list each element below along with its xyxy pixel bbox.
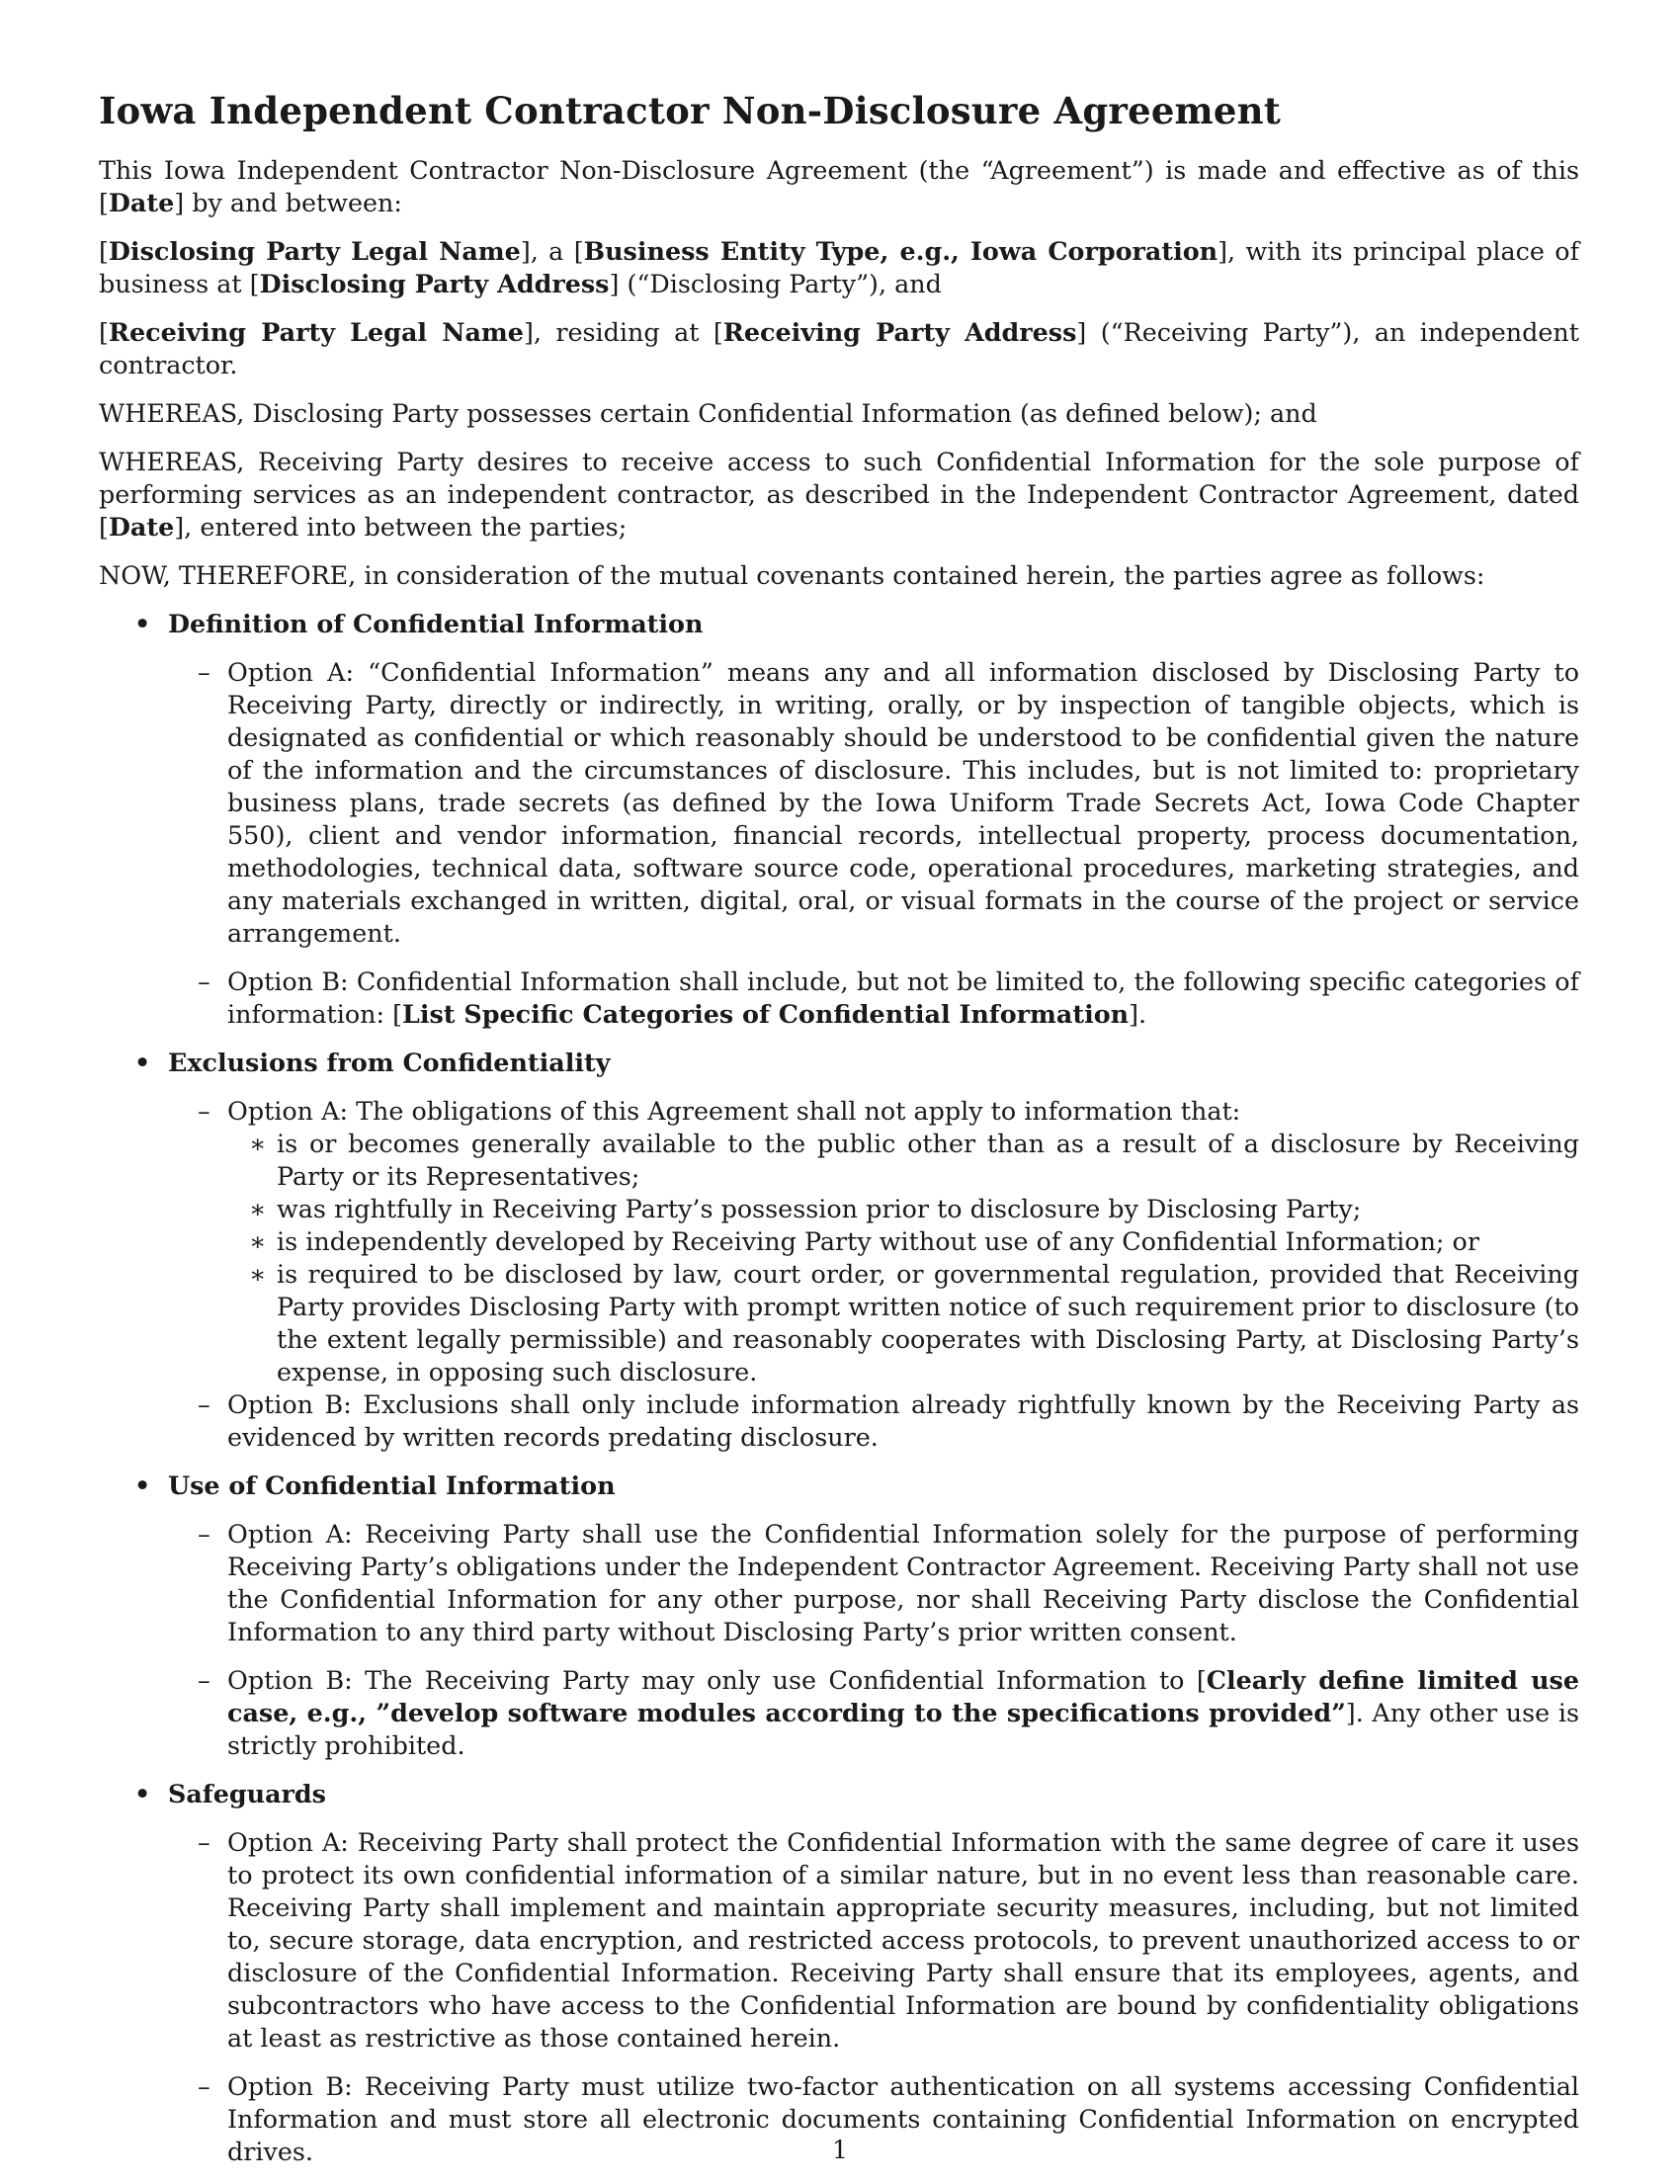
option-text: Option A: “Confidential Information” means any and all information disclosed by Disclosing Party to Receiving Party, directly or indirectly, in writing, orally, or by inspection of tangible objects, which is designated as confidential or which reasonably should be understood to be confidential given the nature of the information and the circumstances of disclosure. This includes, but is not limited to: proprietary business plans, trade secrets (as defined by the Iowa Uniform Trade Secrets Act, Iowa Code Chapter 550), client and vendor information, financial records, intellectual property, process documentation, methodologies, technical data, software source code, operational procedures, marketing strategies, and any materials exchanged in written, digital, oral, or visual formats in the course of the project or service arrangement.	[227, 657, 1579, 948]
option-text: Option B: Receiving Party must utilize two-factor authentication on all systems accessing Confidential Information and must store all electronic documents containing Confidential Information on encrypted drives.	[227, 2071, 1579, 2166]
contract-date-placeholder: Date	[108, 512, 175, 542]
receiving-connector-1: ], residing at [	[523, 317, 723, 347]
disclosing-name-placeholder: Disclosing Party Legal Name	[108, 236, 521, 266]
document-page	[99, 87, 1579, 2184]
bullet-icon: •	[134, 1470, 151, 1500]
asterisk-icon: ∗	[249, 1259, 267, 1289]
whereas-2	[99, 446, 1579, 544]
dash-icon: –	[198, 2071, 210, 2101]
dash-icon: –	[198, 1665, 210, 1695]
option-text: Option A: Receiving Party shall protect the Confidential Information with the same degree of care it uses to protect its own confidential information of a similar nature, but in no event less than reasonable care. Receiving Party shall implement and maintain appropriate security measures, including, but not limited to, secure storage, data encryption, and restricted access protocols, to prevent unauthorized access to or disclosure of the Confidential Information. Receiving Party shall ensure that its employees, agents, and subcontractors who have access to the Confidential Information are bound by confidentiality obligations at least as restrictive as those contained herein.	[227, 1827, 1579, 2053]
option-b	[168, 1664, 1579, 1762]
whereas-2-text-end: ], entered into between the parties;	[174, 512, 628, 542]
intro-paragraph	[99, 154, 1579, 219]
sections-list	[99, 608, 1579, 2168]
intro-text-end: ] by and between:	[174, 188, 402, 217]
bullet-icon: •	[134, 609, 151, 638]
dash-icon: –	[198, 1827, 210, 1857]
entity-type-placeholder: Business Entity Type, e.g., Iowa Corporation	[583, 236, 1218, 266]
option-text-end: ].	[1129, 999, 1147, 1029]
exclusion-text: is or becomes generally available to the public other than as a result of a disclosure by Receiving Party or its Representatives;	[277, 1129, 1579, 1191]
options-list	[168, 1518, 1579, 1762]
receiving-address-placeholder: Receiving Party Address	[722, 317, 1077, 347]
options-list	[168, 1826, 1579, 2168]
section-title: Safeguards	[168, 1779, 326, 1808]
asterisk-icon: ∗	[249, 1129, 267, 1158]
categories-placeholder: List Specific Categories of Confidential Information	[402, 999, 1130, 1029]
receiving-name-placeholder: Receiving Party Legal Name	[108, 317, 524, 347]
section-exclusions	[99, 1047, 1579, 1454]
asterisk-icon: ∗	[249, 1226, 267, 1256]
asterisk-icon: ∗	[249, 1194, 267, 1223]
bullet-icon: •	[134, 1779, 151, 1808]
section-safeguards	[99, 1778, 1579, 2168]
page-number: 1	[831, 2135, 849, 2164]
disclosing-connector-1: ], a [	[520, 236, 584, 266]
option-text: Option B: Confidential Information shall include, but not be limited to, the following specific categories of information: [	[227, 966, 1579, 1029]
exclusion-item	[227, 1128, 1579, 1193]
section-definition	[99, 608, 1579, 1031]
section-title: Exclusions from Confidentiality	[168, 1048, 611, 1077]
receiving-suffix: ] (“Receiving Party”), an independent contractor.	[99, 317, 1579, 379]
section-title: Use of Confidential Information	[168, 1470, 616, 1500]
section-title: Definition of Confidential Information	[168, 609, 704, 638]
whereas-1: WHEREAS, Disclosing Party possesses certain Confidential Information (as defined below); and	[99, 398, 1317, 428]
exclusion-text: was rightfully in Receiving Party’s possession prior to disclosure by Disclosing Party;	[277, 1194, 1362, 1223]
dash-icon: –	[198, 657, 210, 687]
exclusion-text: is required to be disclosed by law, court order, or governmental regulation, provided that Receiving Party provides Disclosing Party with prompt written notice of such requirement prior to disclosure (to the extent legally permissible) and reasonably cooperates with Disclosing Party, at Disclosing Party’s expense, in opposing such disclosure.	[277, 1259, 1579, 1386]
dash-icon: –	[198, 1519, 210, 1549]
whereas-2-text: WHEREAS, Receiving Party desires to receive access to such Confidential Information for the sole purpose of performing services as an independent contractor, as described in the Independent Contractor Agreement, dated [	[99, 447, 1579, 542]
option-b	[168, 966, 1579, 1031]
options-list	[168, 1095, 1579, 1454]
document-title: Iowa Independent Contractor Non-Disclosure Agreement	[99, 89, 1282, 132]
option-text: Option A: The obligations of this Agreement shall not apply to information that:	[227, 1096, 1241, 1126]
dash-icon: –	[198, 1389, 210, 1419]
option-text: Option B: Exclusions shall only include information already rightfully known by the Receiving Party as evidenced by written records predating disclosure.	[227, 1389, 1579, 1452]
dash-icon: –	[198, 1096, 210, 1126]
option-text: Option A: Receiving Party shall use the Confidential Information solely for the purpose of performing Receiving Party’s obligations under the Independent Contractor Agreement. Receiving Party shall not use the Confidential Information for any other purpose, nor shall Receiving Party disclose the Confidential Information to any third party without Disclosing Party’s prior written consent.	[227, 1519, 1579, 1646]
option-a	[168, 656, 1579, 950]
disclosing-connector-2: ], with its principal place of business at [	[99, 236, 1579, 298]
disclosing-party-paragraph: [Disclosing Party Legal Name], a [Business Entity Type, e.g., Iowa Corporation], with its principal place of business at [Disclosing Party Address] (“Disclosing Party”), and	[99, 236, 1579, 298]
exclusion-item	[227, 1193, 1579, 1225]
disclosing-address-placeholder: Disclosing Party Address	[259, 269, 610, 298]
intro-text: This Iowa Independent Contractor Non-Disclosure Agreement (the “Agreement”) is made and effective as of this [	[99, 155, 1579, 217]
option-a	[168, 1518, 1579, 1648]
use-case-placeholder: Clearly define limited use case, e.g., ”develop software modules according to the specifications provided”	[227, 1665, 1579, 1727]
bullet-icon: •	[134, 1048, 151, 1077]
receiving-party-paragraph: [Receiving Party Legal Name], residing at [Receiving Party Address] (“Receiving Party”), an independent contractor.	[99, 317, 1579, 379]
exclusion-text: is independently developed by Receiving Party without use of any Confidential Information; or	[277, 1226, 1479, 1256]
dash-icon: –	[198, 966, 210, 996]
option-b	[168, 1388, 1579, 1454]
exclusion-item	[227, 1258, 1579, 1388]
date-placeholder: Date	[108, 188, 175, 217]
option-a	[168, 1826, 1579, 2055]
now-therefore: NOW, THEREFORE, in consideration of the mutual covenants contained herein, the parties agree as follows:	[99, 560, 1485, 590]
options-list	[168, 656, 1579, 1031]
exclusions-sub-list	[227, 1128, 1579, 1388]
option-text: Option B: The Receiving Party may only use Confidential Information to [	[227, 1665, 1207, 1695]
option-a	[168, 1095, 1579, 1388]
section-use	[99, 1470, 1579, 1762]
option-text-end: ]. Any other use is strictly prohibited.	[227, 1698, 1579, 1760]
exclusion-item	[227, 1225, 1579, 1258]
disclosing-suffix: ] (“Disclosing Party”), and	[609, 269, 942, 298]
